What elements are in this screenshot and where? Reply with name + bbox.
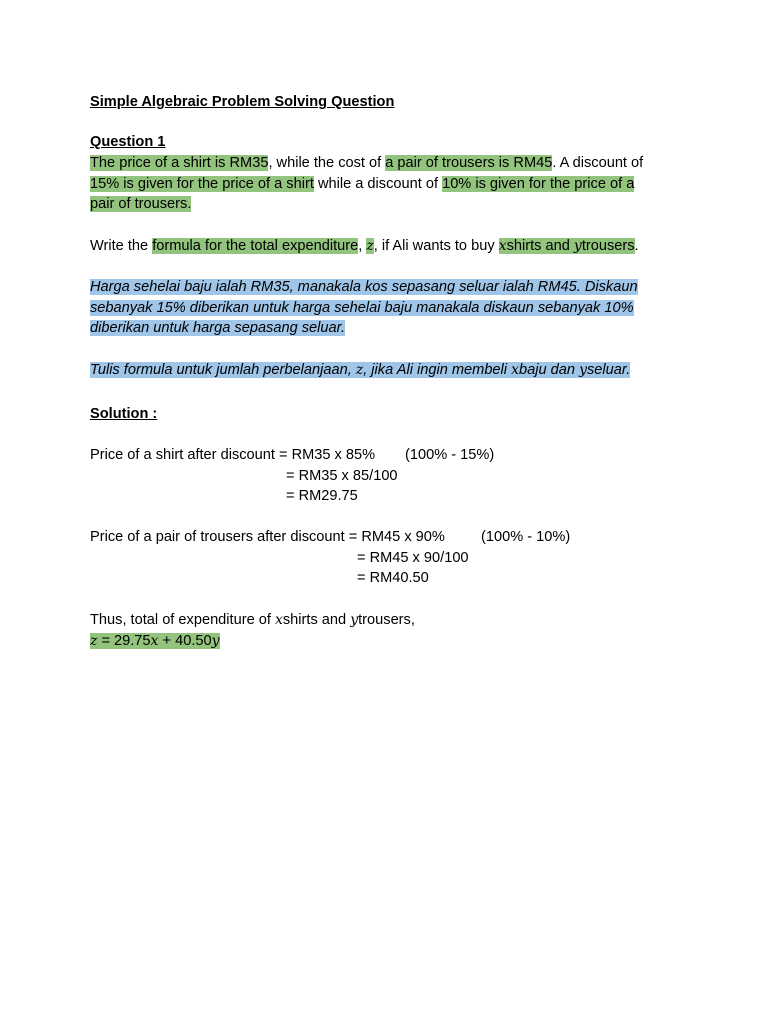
question-heading: Question 1 (90, 134, 166, 150)
trousers-step-2: = RM45 x 90/100 (357, 549, 469, 566)
solution-heading: Solution : (90, 406, 158, 422)
variable-z: z (366, 238, 374, 254)
highlight-shirt-price: The price of a shirt is RM35 (90, 155, 269, 171)
text: shirts and (506, 238, 574, 254)
malay-line-1: Harga sehelai baju ialah RM35, manakala kos sepasang seluar ialah RM45. Diskaun (90, 279, 638, 295)
text: . A discount of (552, 155, 644, 171)
question-malay-write (90, 360, 670, 381)
text: , if Ali wants to buy (373, 238, 499, 254)
highlight-formula: formula for the total expenditure (152, 238, 359, 254)
text: while a discount of (313, 175, 443, 192)
variable-x: x (498, 238, 507, 254)
solution-total (90, 610, 670, 651)
text: + 40.50 (158, 632, 212, 649)
question-malay (90, 277, 670, 339)
variable-z: z (355, 362, 364, 378)
question-write-formula (90, 236, 670, 257)
text: , (358, 238, 367, 254)
shirt-step-note: (100% - 15%) (405, 447, 495, 463)
shirt-step-1: Price of a shirt after discount = RM35 x 85% (90, 447, 376, 463)
text: Thus, total of expenditure of (90, 612, 275, 628)
variable-y: y (573, 238, 582, 254)
shirt-step-2: = RM35 x 85/100 (286, 467, 398, 484)
trousers-step-3: = RM40.50 (357, 570, 429, 587)
shirt-step-3: = RM29.75 (286, 488, 358, 505)
variable-y: y (579, 362, 587, 378)
variable-x: x (150, 632, 159, 649)
text: seluar. (586, 362, 631, 378)
text: = 29.75 (97, 632, 151, 649)
document-title: Simple Algebraic Problem Solving Question (90, 94, 395, 110)
variable-x: x (274, 612, 283, 628)
trousers-step-1: Price of a pair of trousers after discount = RM45 x 90% (90, 529, 445, 545)
text: , jika Ali ingin membeli (363, 362, 512, 378)
text: baju dan (519, 362, 580, 378)
text: shirts and (282, 612, 351, 628)
question-english (90, 153, 670, 215)
variable-y: y (211, 632, 220, 649)
text: , while the cost of (268, 155, 386, 171)
highlight-trousers-price: a pair of trousers is RM45 (385, 155, 553, 171)
text: Tulis formula untuk jumlah perbelanjaan, (90, 362, 356, 378)
malay-line-2: sebanyak 15% diberikan untuk harga sehelai baju manakala diskaun sebanyak 10% (90, 299, 634, 316)
variable-y: y (350, 612, 359, 628)
solution-trousers (90, 527, 670, 589)
text: Write the (90, 238, 153, 254)
malay-line-3: diberikan untuk harga sepasang seluar. (90, 320, 346, 337)
trousers-step-note: (100% - 10%) (481, 529, 571, 545)
highlight-trousers-discount-cont: pair of trousers. (90, 196, 192, 213)
text: . (634, 238, 639, 254)
solution-shirt (90, 445, 670, 507)
variable-z: z (90, 632, 98, 649)
highlight-trousers-discount: 10% is given for the price of a (442, 175, 635, 192)
answer-formula (90, 633, 220, 649)
highlight-shirt-discount: 15% is given for the price of a shirt (90, 175, 314, 192)
text: trousers, (358, 612, 415, 628)
variable-x: x (511, 362, 519, 378)
text: trousers (581, 238, 635, 254)
